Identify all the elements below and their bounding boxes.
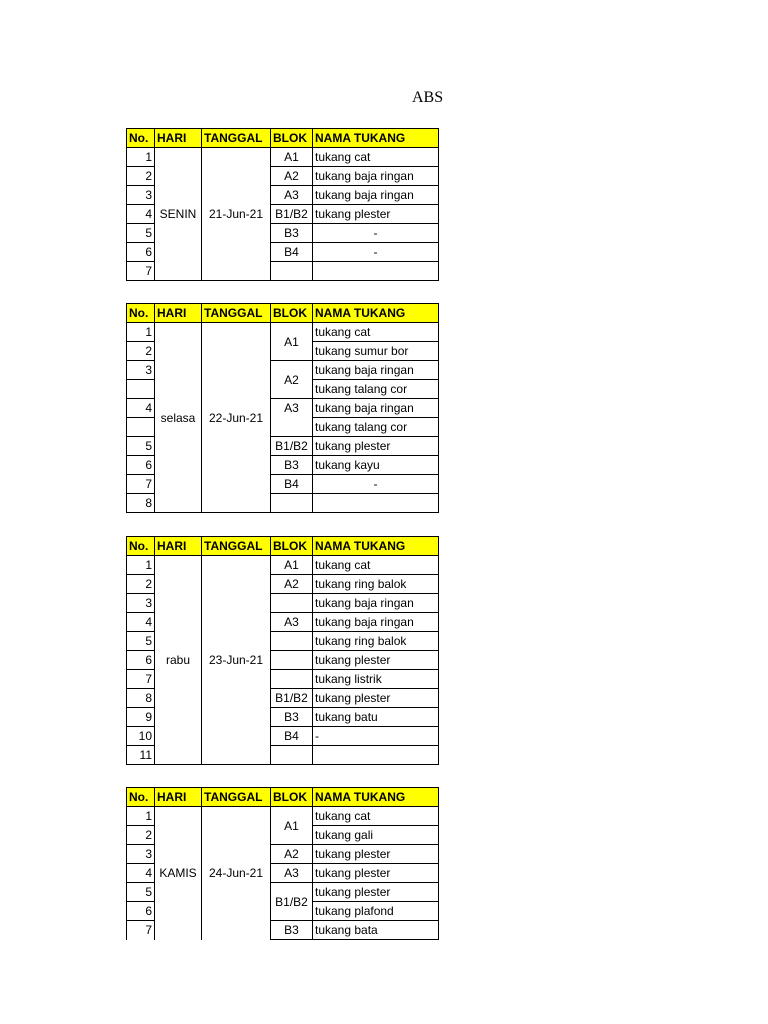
row-number: 6	[127, 651, 155, 670]
nama-cell: tukang plester	[313, 689, 439, 708]
nama-cell: tukang baja ringan	[313, 186, 439, 205]
blok-cell	[271, 746, 313, 765]
nama-cell: -	[313, 224, 439, 243]
blok-cell: B1/B2	[271, 437, 313, 456]
nama-cell: tukang baja ringan	[313, 594, 439, 613]
nama-cell: tukang baja ringan	[313, 361, 439, 380]
nama-cell: tukang baja ringan	[313, 399, 439, 418]
header-no: No.	[127, 788, 155, 807]
header-hari: HARI	[155, 537, 202, 556]
blok-cell: B3	[271, 708, 313, 727]
row-number: 7	[127, 670, 155, 689]
nama-cell	[313, 494, 439, 513]
blok-cell: B4	[271, 243, 313, 262]
row-number: 9	[127, 708, 155, 727]
row-number: 6	[127, 456, 155, 475]
blok-cell: A2	[271, 361, 313, 399]
header-tanggal: TANGGAL	[202, 788, 271, 807]
row-number: 6	[127, 902, 155, 921]
nama-cell: tukang cat	[313, 807, 439, 826]
blok-cell	[271, 670, 313, 689]
nama-cell: tukang listrik	[313, 670, 439, 689]
row-number: 2	[127, 826, 155, 845]
header-blok: BLOK	[271, 537, 313, 556]
nama-cell: -	[313, 243, 439, 262]
tanggal-cell: 23-Jun-21	[202, 556, 271, 765]
table-senin	[126, 128, 438, 281]
row-number: 10	[127, 727, 155, 746]
nama-cell: tukang ring balok	[313, 632, 439, 651]
blok-cell: A2	[271, 575, 313, 594]
header-no: No.	[127, 304, 155, 323]
row-number: 8	[127, 494, 155, 513]
header-nama: NAMA TUKANG	[313, 788, 439, 807]
blok-cell	[271, 262, 313, 281]
header-hari: HARI	[155, 129, 202, 148]
nama-cell: tukang cat	[313, 556, 439, 575]
row-number: 8	[127, 689, 155, 708]
header-nama: NAMA TUKANG	[313, 537, 439, 556]
blok-cell: A2	[271, 167, 313, 186]
blok-cell: B3	[271, 456, 313, 475]
nama-cell: -	[313, 727, 439, 746]
table-row	[127, 148, 439, 167]
row-number: 3	[127, 361, 155, 380]
nama-cell: tukang plester	[313, 883, 439, 902]
row-number: 1	[127, 323, 155, 342]
row-number: 7	[127, 921, 155, 940]
nama-cell: tukang cat	[313, 323, 439, 342]
table-row	[127, 807, 439, 826]
header-nama: NAMA TUKANG	[313, 129, 439, 148]
blok-cell	[271, 594, 313, 613]
nama-cell: tukang talang cor	[313, 380, 439, 399]
nama-cell: tukang kayu	[313, 456, 439, 475]
row-number: 5	[127, 883, 155, 902]
row-number: 1	[127, 148, 155, 167]
row-number: 2	[127, 342, 155, 361]
header-row	[127, 304, 439, 323]
row-number: 7	[127, 475, 155, 494]
table-row	[127, 556, 439, 575]
nama-cell	[313, 262, 439, 281]
nama-cell: tukang plester	[313, 205, 439, 224]
header-no: No.	[127, 537, 155, 556]
nama-cell: tukang talang cor	[313, 418, 439, 437]
nama-cell: tukang cat	[313, 148, 439, 167]
row-number	[127, 418, 155, 437]
blok-cell: A3	[271, 186, 313, 205]
header-nama: NAMA TUKANG	[313, 304, 439, 323]
nama-cell: tukang bata	[313, 921, 439, 940]
row-number: 5	[127, 632, 155, 651]
header-blok: BLOK	[271, 788, 313, 807]
table-row	[127, 323, 439, 342]
nama-cell	[313, 746, 439, 765]
nama-cell: tukang sumur bor	[313, 342, 439, 361]
row-number: 5	[127, 437, 155, 456]
nama-cell: tukang baja ringan	[313, 613, 439, 632]
header-tanggal: TANGGAL	[202, 304, 271, 323]
tanggal-cell: 21-Jun-21	[202, 148, 271, 281]
tanggal-cell: 24-Jun-21	[202, 807, 271, 940]
table-rabu	[126, 536, 438, 765]
row-number: 3	[127, 186, 155, 205]
page-title: ABS	[412, 89, 444, 106]
nama-cell: tukang plester	[313, 651, 439, 670]
blok-cell	[271, 494, 313, 513]
row-number: 1	[127, 556, 155, 575]
row-number: 4	[127, 864, 155, 883]
blok-cell: B3	[271, 224, 313, 243]
header-no: No.	[127, 129, 155, 148]
row-number: 7	[127, 262, 155, 281]
blok-cell: A3	[271, 399, 313, 437]
blok-cell	[271, 632, 313, 651]
hari-cell: rabu	[155, 556, 202, 765]
hari-cell: selasa	[155, 323, 202, 513]
blok-cell: B4	[271, 727, 313, 746]
row-number: 3	[127, 594, 155, 613]
nama-cell: tukang batu	[313, 708, 439, 727]
nama-cell: tukang plafond	[313, 902, 439, 921]
blok-cell: B4	[271, 475, 313, 494]
row-number: 4	[127, 399, 155, 418]
header-hari: HARI	[155, 304, 202, 323]
blok-cell: B3	[271, 921, 313, 940]
header-row	[127, 129, 439, 148]
header-row	[127, 537, 439, 556]
blok-cell: A3	[271, 864, 313, 883]
header-blok: BLOK	[271, 304, 313, 323]
blok-cell: B1/B2	[271, 205, 313, 224]
blok-cell: B1/B2	[271, 689, 313, 708]
row-number: 4	[127, 613, 155, 632]
nama-cell: tukang plester	[313, 437, 439, 456]
row-number: 6	[127, 243, 155, 262]
row-number: 1	[127, 807, 155, 826]
header-hari: HARI	[155, 788, 202, 807]
header-blok: BLOK	[271, 129, 313, 148]
blok-cell: A1	[271, 556, 313, 575]
row-number: 3	[127, 845, 155, 864]
table-kamis	[126, 787, 438, 940]
header-tanggal: TANGGAL	[202, 537, 271, 556]
blok-cell: A1	[271, 323, 313, 361]
blok-cell: A2	[271, 845, 313, 864]
table-selasa	[126, 303, 438, 513]
row-number: 2	[127, 575, 155, 594]
row-number	[127, 380, 155, 399]
header-row	[127, 788, 439, 807]
blok-cell: A1	[271, 807, 313, 845]
row-number: 11	[127, 746, 155, 765]
nama-cell: tukang plester	[313, 845, 439, 864]
nama-cell: tukang plester	[313, 864, 439, 883]
nama-cell: -	[313, 475, 439, 494]
row-number: 2	[127, 167, 155, 186]
tanggal-cell: 22-Jun-21	[202, 323, 271, 513]
nama-cell: tukang gali	[313, 826, 439, 845]
hari-cell: KAMIS	[155, 807, 202, 940]
nama-cell: tukang ring balok	[313, 575, 439, 594]
hari-cell: SENIN	[155, 148, 202, 281]
blok-cell	[271, 651, 313, 670]
header-tanggal: TANGGAL	[202, 129, 271, 148]
blok-cell: A3	[271, 613, 313, 632]
nama-cell: tukang baja ringan	[313, 167, 439, 186]
row-number: 4	[127, 205, 155, 224]
blok-cell: A1	[271, 148, 313, 167]
blok-cell: B1/B2	[271, 883, 313, 921]
row-number: 5	[127, 224, 155, 243]
